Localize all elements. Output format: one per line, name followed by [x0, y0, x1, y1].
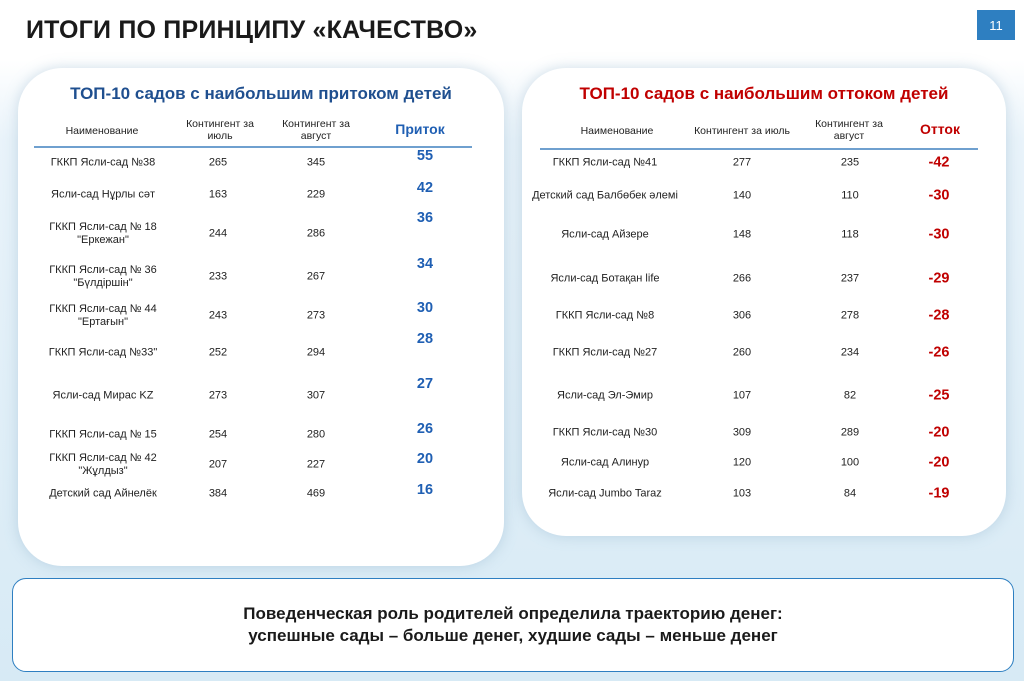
slide-title: ИТОГИ ПО ПРИНЦИПУ «КАЧЕСТВО»	[26, 16, 478, 44]
inflow-cell-august: 469	[306, 487, 326, 500]
outflow-header-delta: Отток	[920, 121, 960, 137]
inflow-cell-delta: 26	[416, 421, 434, 437]
inflow-header-august: Контингент за август	[282, 118, 350, 142]
outflow-cell-name: Ясли-сад Ботақан life	[550, 272, 660, 285]
conclusion-box	[12, 578, 1014, 672]
outflow-cell-delta: -20	[928, 424, 950, 441]
inflow-cell-delta: 20	[416, 451, 434, 467]
outflow-cell-july: 277	[732, 156, 752, 169]
inflow-panel	[18, 68, 504, 566]
inflow-cell-july: 244	[208, 227, 228, 240]
outflow-cell-august: 278	[840, 309, 860, 322]
outflow-cell-july: 266	[732, 272, 752, 285]
inflow-header-rule	[34, 146, 472, 148]
inflow-cell-july: 384	[208, 487, 228, 500]
outflow-cell-august: 234	[840, 346, 860, 359]
outflow-cell-july: 309	[732, 426, 752, 439]
outflow-header-name: Наименование	[580, 125, 654, 137]
outflow-cell-name: ГККП Ясли-сад №41	[552, 156, 658, 169]
outflow-cell-name: ГККП Ясли-сад №8	[555, 309, 655, 322]
inflow-cell-delta: 28	[416, 331, 434, 347]
inflow-cell-august: 229	[306, 188, 326, 201]
outflow-cell-july: 120	[732, 456, 752, 469]
inflow-cell-july: 233	[208, 270, 228, 283]
inflow-cell-delta: 30	[416, 300, 434, 316]
inflow-cell-august: 227	[306, 458, 326, 471]
inflow-cell-name: Ясли-сад Мирас KZ	[52, 389, 154, 402]
outflow-cell-name: Ясли-сад Эл-Эмир	[557, 389, 653, 402]
outflow-cell-delta: -28	[928, 307, 950, 324]
inflow-cell-name: ГККП Ясли-сад № 15	[49, 428, 157, 441]
outflow-cell-july: 260	[732, 346, 752, 359]
inflow-cell-delta: 27	[416, 376, 434, 392]
outflow-cell-august: 84	[843, 487, 857, 500]
inflow-cell-july: 254	[208, 428, 228, 441]
outflow-cell-august: 237	[840, 272, 860, 285]
inflow-cell-july: 163	[208, 188, 228, 201]
inflow-cell-august: 273	[306, 309, 326, 322]
inflow-cell-july: 265	[208, 156, 228, 169]
outflow-cell-delta: -25	[928, 387, 950, 404]
outflow-cell-august: 82	[843, 389, 857, 402]
inflow-cell-august: 307	[306, 389, 326, 402]
outflow-panel-title: ТОП-10 садов с наибольшим оттоком детей	[579, 84, 949, 103]
outflow-cell-delta: -30	[928, 226, 950, 243]
outflow-cell-name: Детский сад Балбөбек әлемі	[532, 189, 678, 202]
outflow-cell-july: 107	[732, 389, 752, 402]
inflow-cell-august: 345	[306, 156, 326, 169]
inflow-cell-july: 243	[208, 309, 228, 322]
outflow-cell-july: 103	[732, 487, 752, 500]
inflow-cell-delta: 34	[416, 256, 434, 272]
outflow-cell-july: 148	[732, 228, 752, 241]
outflow-cell-delta: -26	[928, 344, 950, 361]
outflow-cell-name: ГККП Ясли-сад №30	[552, 426, 658, 439]
inflow-cell-july: 273	[208, 389, 228, 402]
inflow-cell-delta: 16	[416, 482, 434, 498]
inflow-header-july: Контингент за июль	[186, 118, 254, 142]
inflow-cell-july: 252	[208, 346, 228, 359]
outflow-header-august: Контингент за август	[815, 118, 883, 142]
inflow-cell-delta: 36	[416, 210, 434, 226]
outflow-cell-delta: -20	[928, 454, 950, 471]
outflow-cell-july: 140	[732, 189, 752, 202]
inflow-cell-name: Ясли-сад Нұрлы сәт	[51, 188, 155, 201]
inflow-cell-july: 207	[208, 458, 228, 471]
inflow-cell-name: ГККП Ясли-сад № 44 "Ертағын"	[49, 303, 157, 328]
outflow-cell-delta: -42	[928, 154, 950, 171]
inflow-cell-name: ГККП Ясли-сад № 36 "Бүлдіршін"	[49, 264, 157, 289]
outflow-cell-august: 110	[841, 189, 859, 202]
outflow-cell-name: Ясли-сад Алинур	[560, 456, 650, 469]
inflow-cell-name: Детский сад Айнелёк	[49, 487, 157, 500]
outflow-cell-delta: -29	[928, 270, 950, 287]
outflow-cell-august: 118	[841, 228, 859, 241]
inflow-cell-name: ГККП Ясли-сад №38	[50, 156, 156, 169]
inflow-cell-august: 267	[306, 270, 326, 283]
outflow-cell-july: 306	[732, 309, 752, 322]
inflow-cell-delta: 55	[416, 148, 434, 164]
outflow-cell-delta: -30	[928, 187, 950, 204]
inflow-cell-august: 294	[306, 346, 326, 359]
outflow-cell-august: 100	[840, 456, 860, 469]
inflow-cell-august: 280	[306, 428, 326, 441]
outflow-cell-name: ГККП Ясли-сад №27	[552, 346, 658, 359]
conclusion-line-1: Поведенческая роль родителей определила траекторию денег:	[243, 604, 783, 623]
inflow-header-delta: Приток	[395, 121, 445, 137]
inflow-cell-name: ГККП Ясли-сад №33"	[48, 346, 158, 359]
inflow-header-name: Наименование	[65, 125, 139, 137]
outflow-cell-august: 289	[840, 426, 860, 439]
inflow-cell-name: ГККП Ясли-сад № 42 "Жұлдыз"	[49, 452, 157, 477]
inflow-cell-delta: 42	[416, 180, 434, 196]
conclusion-line-2: успешные сады – больше денег, худшие сады – меньше денег	[248, 626, 778, 645]
outflow-panel	[522, 68, 1006, 536]
inflow-cell-name: ГККП Ясли-сад № 18 "Еркежан"	[49, 221, 157, 246]
page-number-badge: 11	[977, 10, 1015, 40]
inflow-cell-august: 286	[306, 227, 326, 240]
inflow-panel-title: ТОП-10 садов с наибольшим притоком детей	[70, 84, 452, 103]
outflow-cell-delta: -19	[928, 485, 950, 502]
outflow-cell-name: Ясли-сад Айзере	[561, 228, 649, 241]
outflow-cell-name: Ясли-сад Jumbo Taraz	[548, 487, 662, 500]
outflow-header-july: Контингент за июль	[694, 125, 790, 137]
outflow-cell-august: 235	[840, 156, 860, 169]
outflow-header-rule	[540, 148, 978, 150]
